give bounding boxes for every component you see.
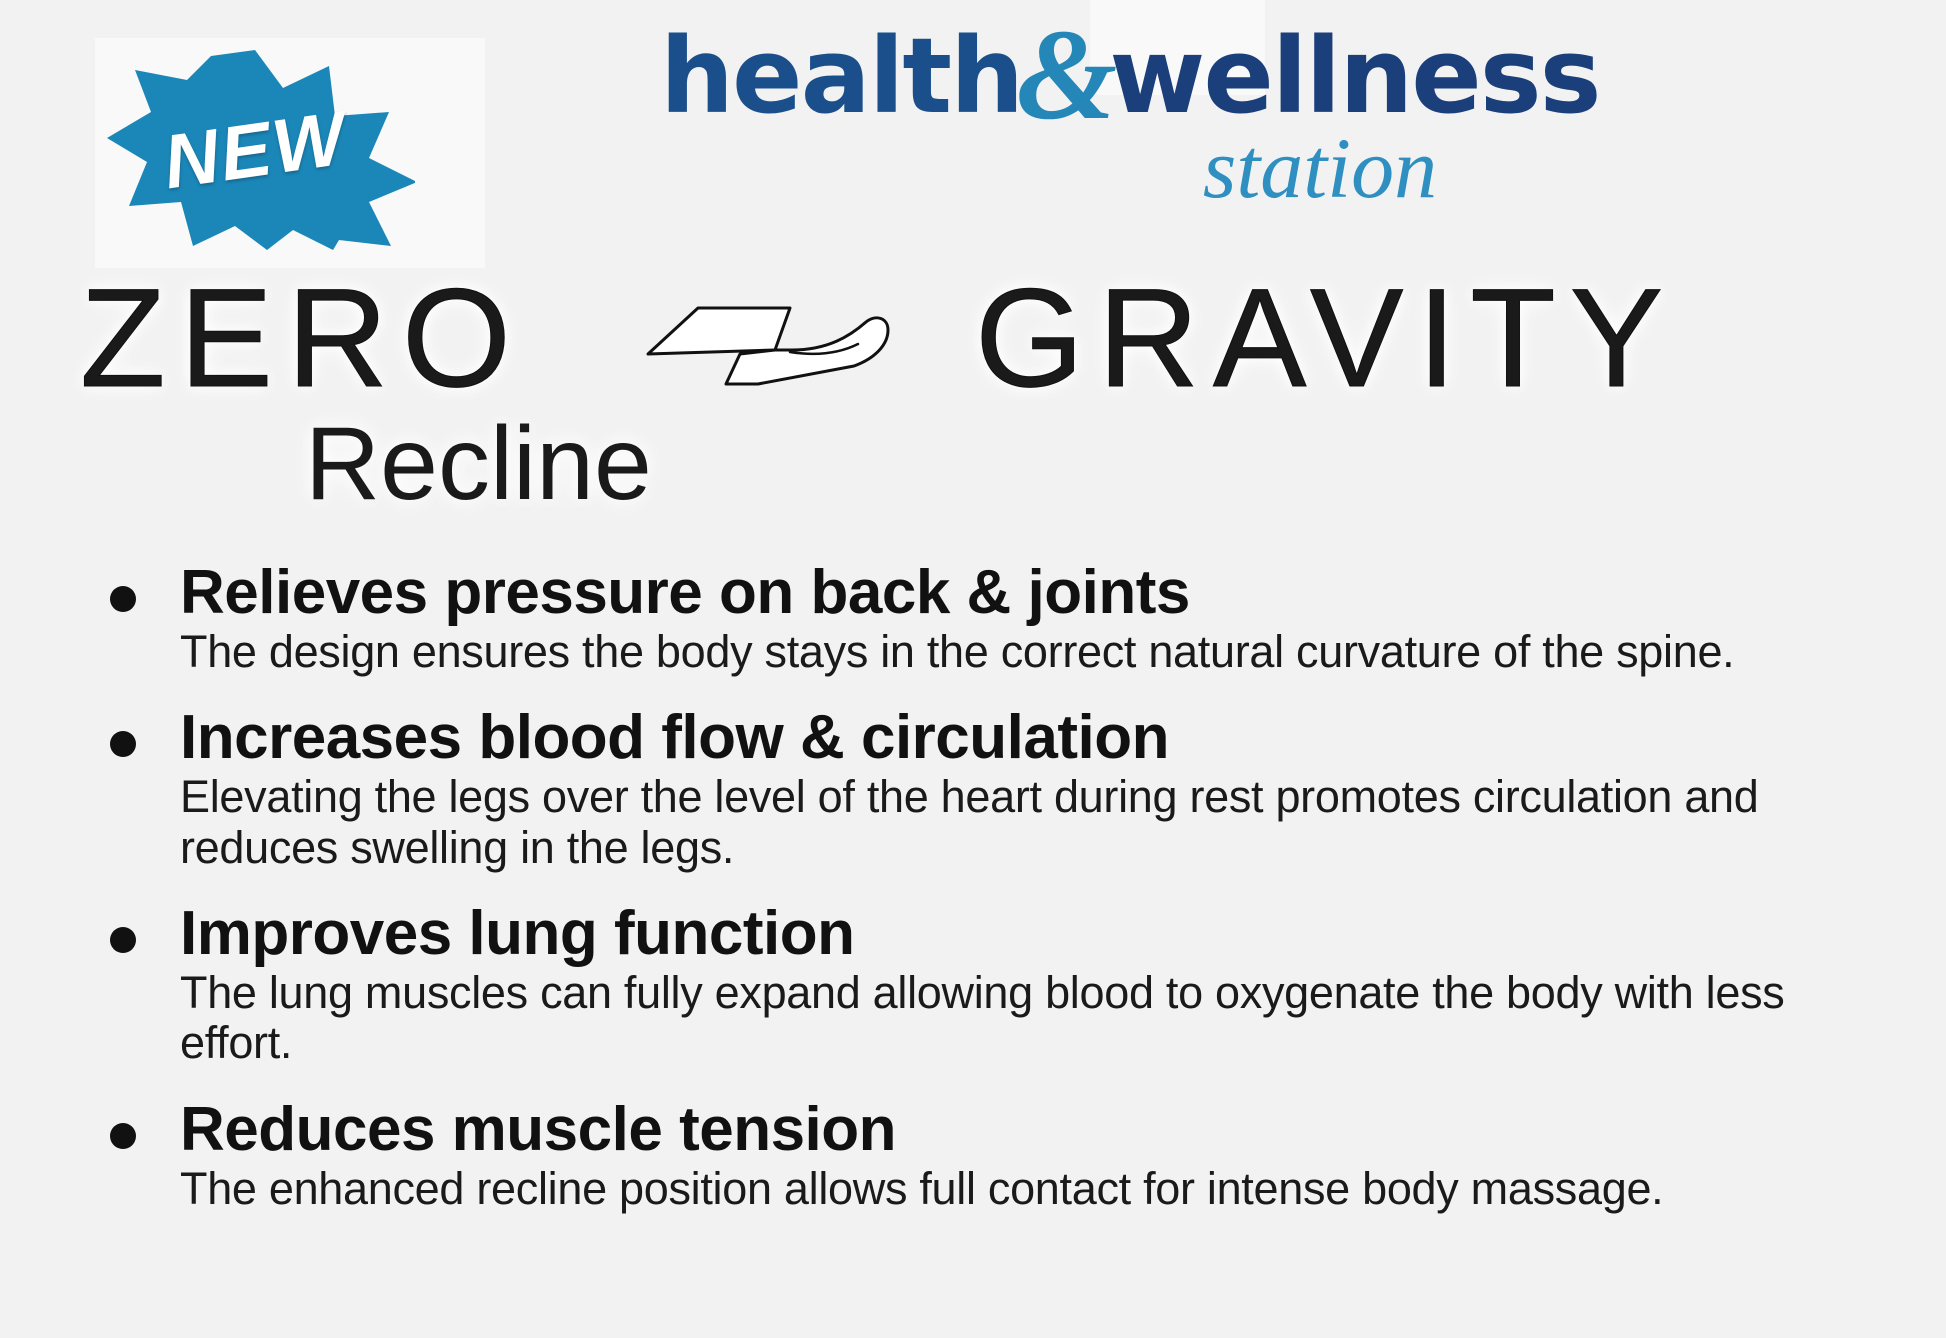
headline-zero-gravity: [70, 259, 1900, 416]
bullet-icon: [110, 586, 136, 612]
bullet-icon: [110, 927, 136, 953]
benefit-description: Elevating the legs over the level of the heart during rest promotes circulation and reduces swelling in the legs.: [180, 771, 1759, 873]
list-item: [100, 901, 1900, 1069]
benefits-list: [100, 560, 1900, 1242]
headline-word-zero: ZERO: [80, 259, 525, 416]
list-item: [100, 705, 1900, 873]
bullet-icon: [110, 731, 136, 757]
headline-word-gravity: GRAVITY: [975, 259, 1678, 416]
list-item: [100, 560, 1900, 677]
brand-ampersand: &: [1016, 3, 1116, 147]
brand-word-wellness: wellness: [1109, 15, 1600, 137]
brand-word-station: station: [1202, 120, 1438, 216]
benefit-title: Improves lung function: [180, 899, 855, 969]
bullet-icon: [110, 1123, 136, 1149]
benefit-title: Reduces muscle tension: [180, 1094, 897, 1164]
new-badge: [95, 40, 415, 260]
headline-subtitle-recline: Recline: [305, 406, 652, 522]
brand-word-health: health: [660, 15, 1023, 137]
benefit-description: The enhanced recline position allows full contact for intense body massage.: [180, 1162, 1664, 1214]
recliner-chair-icon: [640, 292, 900, 397]
benefit-description: The lung muscles can fully expand allowing blood to oxygenate the body with less effort.: [180, 967, 1785, 1069]
brand-lockup: [660, 3, 1860, 218]
new-badge-label: NEW: [158, 95, 352, 205]
benefit-title: Relieves pressure on back & joints: [180, 558, 1190, 627]
benefit-description: The design ensures the body stays in the correct natural curvature of the spine.: [180, 625, 1735, 677]
list-item: [100, 1094, 1900, 1214]
benefit-title: Increases blood flow & circulation: [180, 703, 1169, 773]
